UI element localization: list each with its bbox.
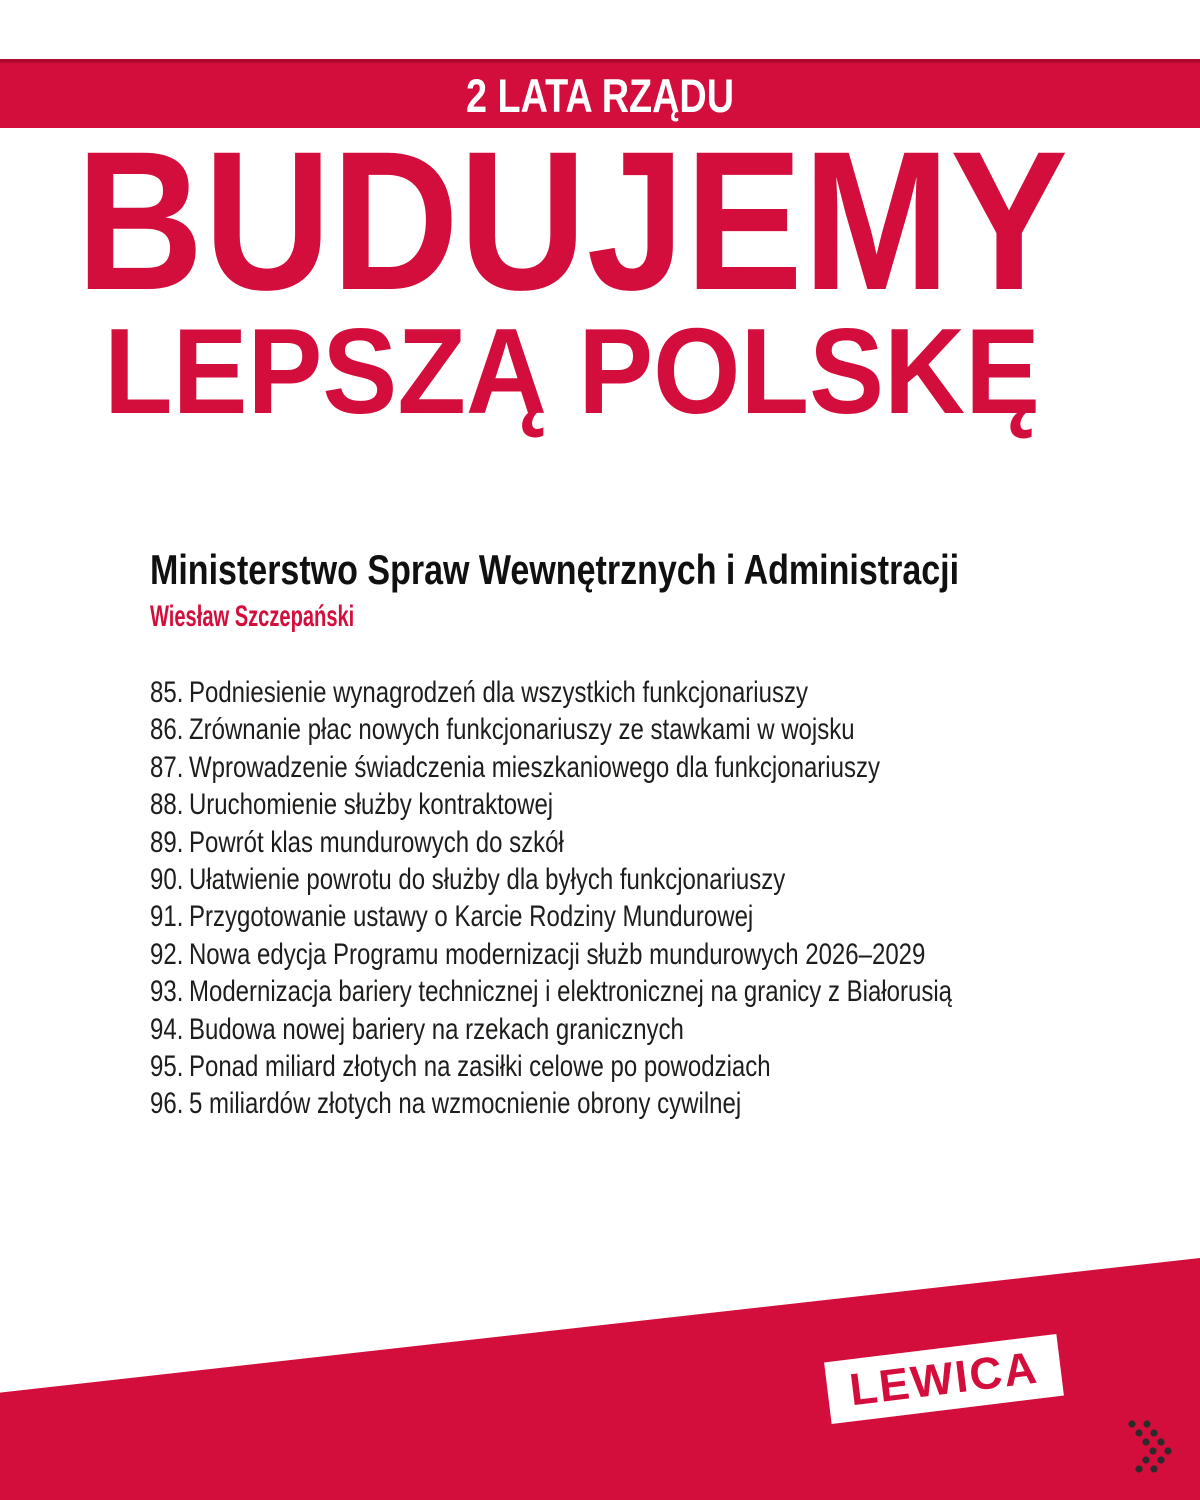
item-number: 96. — [150, 1087, 184, 1121]
item-text: Ponad miliard złotych na zasiłki celowe po powodziach — [188, 1050, 771, 1084]
main-title — [0, 110, 1200, 465]
list-item — [150, 973, 952, 1010]
item-number: 91. — [150, 900, 184, 934]
list-item — [150, 749, 952, 786]
item-number: 89. — [150, 825, 184, 859]
item-number: 94. — [150, 1012, 184, 1046]
item-text: Nowa edycja Programu modernizacji służb mundurowych 2026–2029 — [188, 937, 926, 971]
item-number: 90. — [150, 863, 184, 897]
list-item — [150, 711, 952, 748]
list-item — [150, 674, 952, 711]
item-number: 95. — [150, 1050, 184, 1084]
item-text: Modernizacja bariery technicznej i elektronicznej na granicy z Białorusią — [188, 975, 953, 1009]
item-text: Wprowadzenie świadczenia mieszkaniowego dla funkcjonariuszy — [188, 750, 880, 784]
list-item — [150, 1048, 952, 1085]
item-text: Uruchomienie służby kontraktowej — [188, 788, 554, 822]
item-text: Ułatwienie powrotu do służby dla byłych funkcjonariuszy — [188, 863, 786, 897]
list-item — [150, 898, 952, 935]
list-item — [150, 861, 952, 898]
item-text: Podniesienie wynagrodzeń dla wszystkich funkcjonariuszy — [188, 676, 808, 709]
list-item — [150, 1085, 952, 1122]
item-number: 92. — [150, 937, 184, 971]
list-item — [150, 824, 952, 861]
achievements-list — [150, 674, 952, 1123]
item-text: Budowa nowej bariery na rzekach granicznych — [188, 1012, 684, 1046]
item-number: 88. — [150, 788, 184, 822]
minister-name: Wiesław Szczepański — [150, 600, 355, 633]
list-item — [150, 786, 952, 823]
item-text: Zrównanie płac nowych funkcjonariuszy ze stawkami w wojsku — [188, 713, 855, 747]
item-number: 86. — [150, 713, 184, 747]
item-number: 85. — [150, 676, 184, 709]
title-line-1: BUDUJEMY — [76, 110, 1068, 331]
banner-text: 2 LATA RZĄDU — [466, 69, 734, 122]
item-text: Powrót klas mundurowych do szkół — [188, 825, 564, 859]
lewica-logo-text: LEWICA — [846, 1341, 1042, 1416]
list-item — [150, 1011, 952, 1048]
title-line-2: LEPSZĄ POLSKĘ — [104, 303, 1040, 439]
item-number: 93. — [150, 975, 184, 1009]
item-text: Przygotowanie ustawy o Karcie Rodziny Mundurowej — [188, 900, 754, 934]
item-text: 5 miliardów złotych na wzmocnienie obrony cywilnej — [188, 1087, 742, 1121]
list-item — [150, 936, 952, 973]
item-number: 87. — [150, 750, 184, 784]
dotted-chevron-right-icon — [1124, 1419, 1174, 1475]
ministry-heading: Ministerstwo Spraw Wewnętrznych i Administracji — [150, 546, 960, 593]
